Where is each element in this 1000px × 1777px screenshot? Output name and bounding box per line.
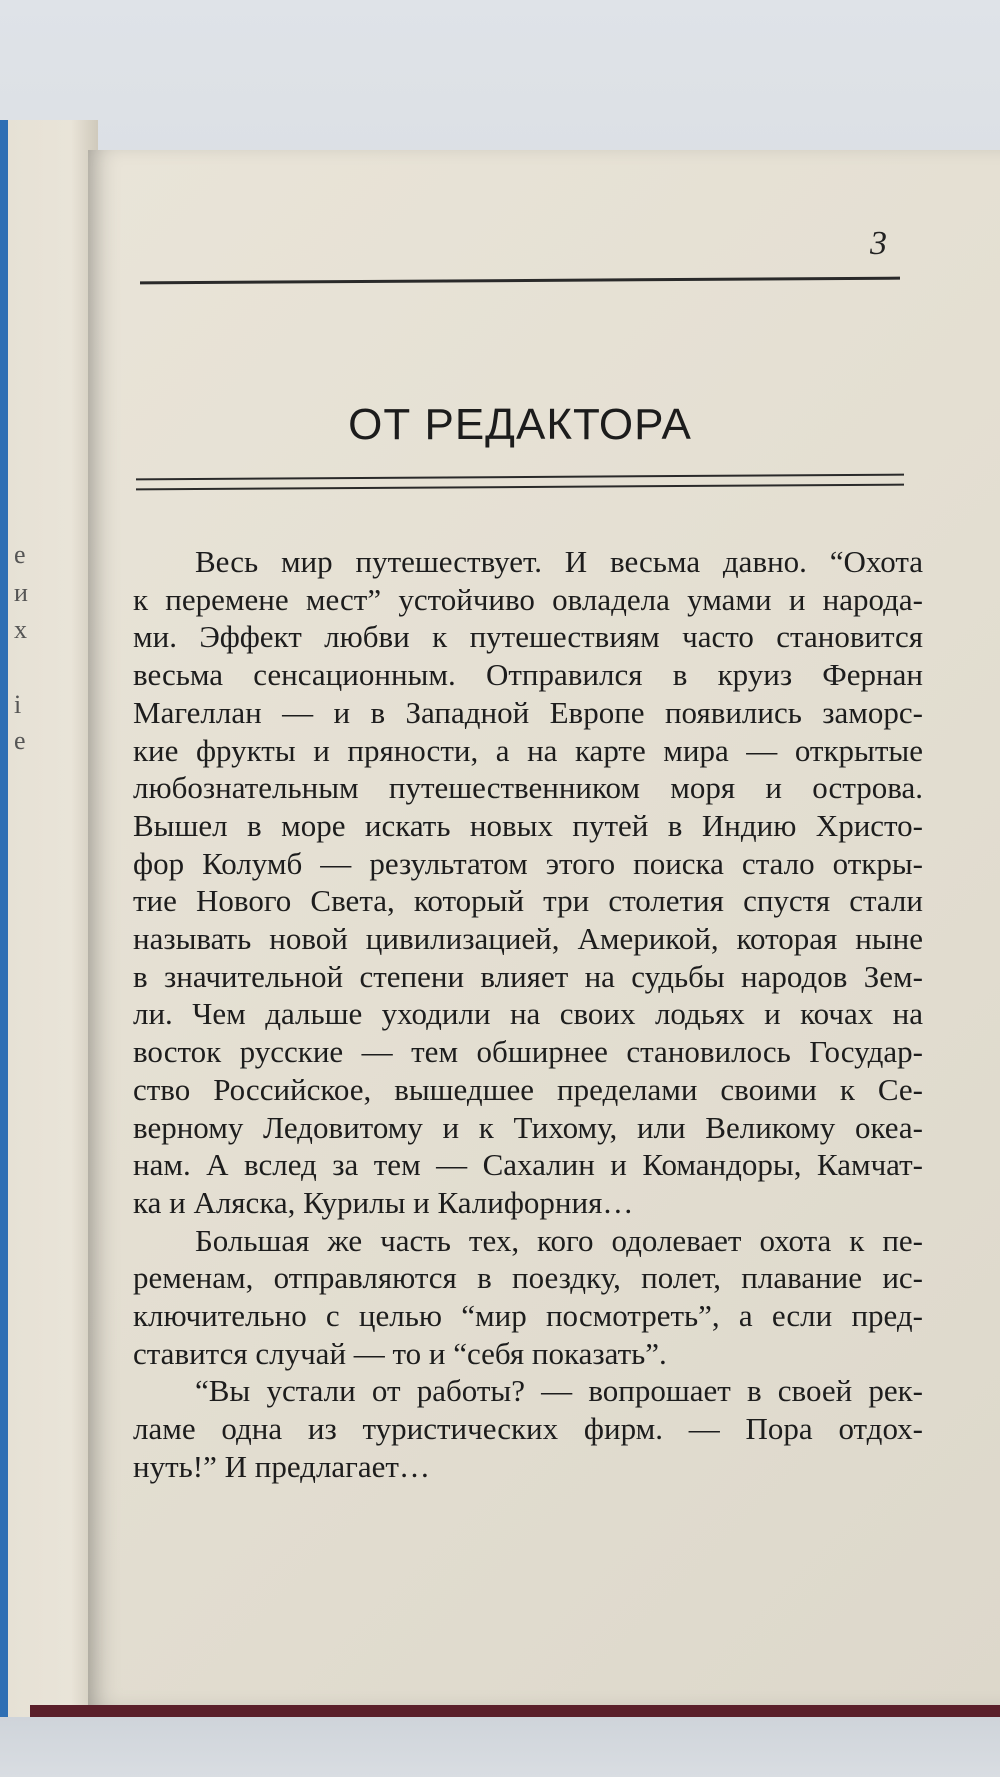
text-line: ключительно с целью “мир посмотреть”, а если пред- bbox=[133, 1298, 923, 1334]
book-cover-edge bbox=[30, 1705, 1000, 1717]
text-line: Магеллан — и в Западной Европе появились заморс- bbox=[133, 694, 923, 730]
text-line: любознательным путешественником моря и острова. bbox=[133, 770, 923, 806]
text-line: нуть!” И предлагает… bbox=[133, 1448, 430, 1484]
text-line: к перемене мест” устойчиво овладела умами и народа- bbox=[133, 581, 923, 617]
text-line: “Вы устали от работы? — вопрошает в своей рек- bbox=[195, 1373, 923, 1409]
text-line: ламе одна из туристических фирм. — Пора отдох- bbox=[133, 1411, 923, 1447]
text-line: Весь мир путешествует. И весьма давно. “Охота bbox=[195, 544, 923, 579]
body-text bbox=[133, 543, 923, 1486]
left-page-fragment: е bbox=[14, 726, 26, 755]
chapter-heading: ОТ РЕДАКТОРА bbox=[348, 400, 692, 449]
text-line: ставится случай — то и “себя показать”. bbox=[133, 1335, 667, 1371]
text-line: нам. А вслед за тем — Сахалин и Командоры, Камчат- bbox=[133, 1147, 923, 1183]
text-line: Вышел в море искать новых путей в Индию Христо- bbox=[133, 807, 923, 843]
left-page-fragment: е bbox=[14, 540, 26, 569]
text-line: ли. Чем дальше уходили на своих лодьях и кочах на bbox=[133, 996, 923, 1032]
left-page-edge bbox=[0, 120, 98, 1770]
page-number: 3 bbox=[870, 225, 887, 262]
table-surface bbox=[0, 1717, 1000, 1777]
text-line: в значительной степени влияет на судьбы народов Зем- bbox=[133, 958, 923, 994]
text-line: восток русские — тем обширнее становилось Государ- bbox=[133, 1034, 923, 1070]
text-line: ка и Аляска, Курилы и Калифорния… bbox=[133, 1184, 634, 1220]
text-line: ство Российское, вышедшее пределами своими к Се- bbox=[133, 1071, 923, 1107]
text-line: тие Нового Света, который три столетия спустя стали bbox=[133, 883, 923, 919]
left-page-fragment: і bbox=[14, 690, 22, 719]
text-line: верному Ледовитому и к Тихому, или Великому океа- bbox=[133, 1109, 923, 1145]
left-page-fragment: х bbox=[14, 615, 27, 644]
text-line: весьма сенсационным. Отправился в круиз Фернан bbox=[133, 657, 923, 693]
text-line: ременам, отправляются в поездку, полет, плавание ис- bbox=[133, 1260, 923, 1296]
text-line: кие фрукты и пряности, а на карте мира — открытые bbox=[133, 732, 923, 768]
text-line: фор Колумб — результатом этого поиска стало откры- bbox=[133, 845, 923, 881]
text-line: ми. Эффект любви к путешествиям часто становится bbox=[133, 619, 923, 655]
text-line: Большая же часть тех, кого одолевает охота к пе- bbox=[195, 1222, 923, 1258]
left-page-fragment: и bbox=[14, 578, 28, 607]
text-line: называть новой цивилизацией, Америкой, которая ныне bbox=[133, 921, 923, 957]
